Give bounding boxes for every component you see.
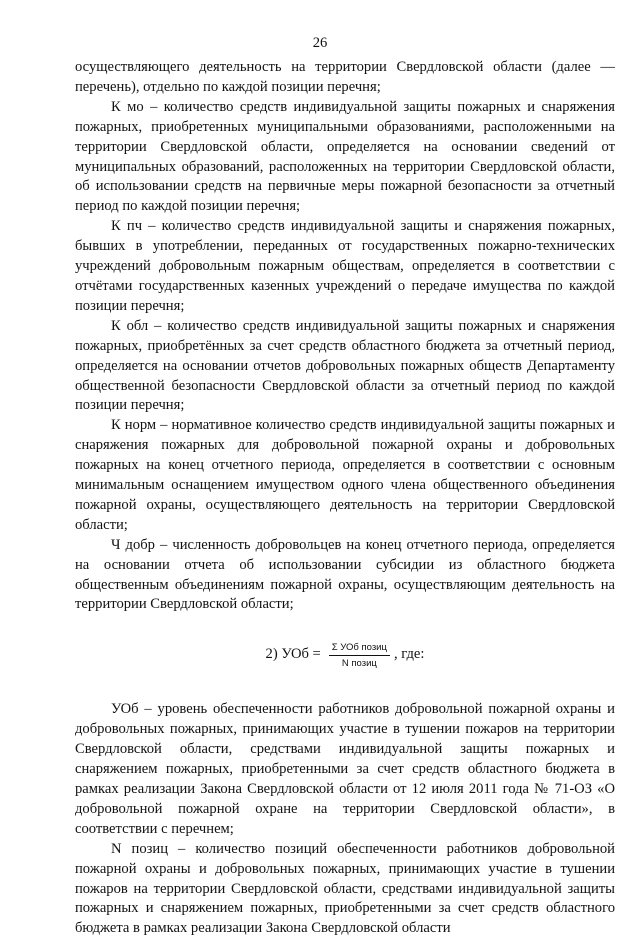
- document-body: [75, 58, 615, 939]
- paragraph-k-obl: К обл – количество средств индивидуальной защиты пожарных и снаряжения пожарных, приобретённых за счет средств областного бюджета за отчетный период, определяется на основании отчетов добровольных пожарных обществ Департаменту общественной безопасности Свердловской области за отчетный период по каждой позиции перечня;: [75, 317, 615, 414]
- paragraph-ch-dobr: Ч добр – численность добровольцев на конец отчетного периода, определяется на основании отчета об использовании субсидии из областного бюджета общественным объединениям пожарной охраны, осуществляющим деятельность на территории Свердловской области;: [75, 536, 615, 613]
- paragraph-uob-definition: УОб – уровень обеспеченности работников добровольной пожарной охраны и добровольных пожарных, принимающих участие в тушении пожаров на территории Свердловской области, средствами индивидуальной защиты пожарных и снаряжением пожарных, приобретенными за счет средств областного бюджета в рамках реализации Закона Свердловской области от 12 июля 2011 года № 71-ОЗ «О добровольной пожарной охране на территории Свердловской области», в соответствии с перечнем;: [75, 701, 615, 837]
- formula: [75, 632, 615, 678]
- paragraph-continuation: осуществляющего деятельность на территории Свердловской области (далее — перечень), отдельно по каждой позиции перечня;: [75, 59, 615, 95]
- paragraph-k-mo: К мо – количество средств индивидуальной защиты пожарных и снаряжения пожарных, приобретенных муниципальными образованиями, расположенными на территории Свердловской области, определяется на основании сведений от муниципальных образований, расположенных на территории Свердловской области, об использовании средств на первичные меры пожарной безопасности за отчетный период по каждой позиции перечня;: [75, 98, 615, 215]
- formula-fraction: [329, 641, 390, 670]
- formula-suffix: , где:: [393, 646, 425, 663]
- formula-denominator: N позиц: [341, 657, 377, 669]
- paragraph-k-norm: К норм – нормативное количество средств индивидуальной защиты пожарных и снаряжения пожарных для добровольной пожарной охраны и добровольных пожарных на конец отчетного периода, определяется в соответствии с основным минимальным оснащением имуществом одного члена общественного объединения пожарной охраны, осуществляющего деятельность на территории Свердловской области;: [75, 417, 615, 533]
- formula-numerator: Σ УОб позиц: [329, 641, 390, 656]
- page-number: 26: [312, 35, 328, 51]
- paragraph-k-pch: К пч – количество средств индивидуальной защиты и снаряжения пожарных, бывших в употреблении, переданных от государственных пожарно-технических учреждений добровольным пожарным обществам, определяется в соответствии с отчётами государственных казенных учреждений о передаче имущества по каждой позиции перечня;: [75, 218, 615, 314]
- formula-label: 2) УОб =: [265, 646, 321, 663]
- paragraph-n-pozits-definition: N позиц – количество позиций обеспеченности работников добровольной пожарной охраны и добровольных пожарных, принимающих участие в тушении пожаров на территории Свердловской области, средствами индивидуальной защиты пожарных и снаряжением пожарных, приобретенными за счет средств областного бюджета в рамках реализации Закона Свердловской области: [75, 840, 615, 937]
